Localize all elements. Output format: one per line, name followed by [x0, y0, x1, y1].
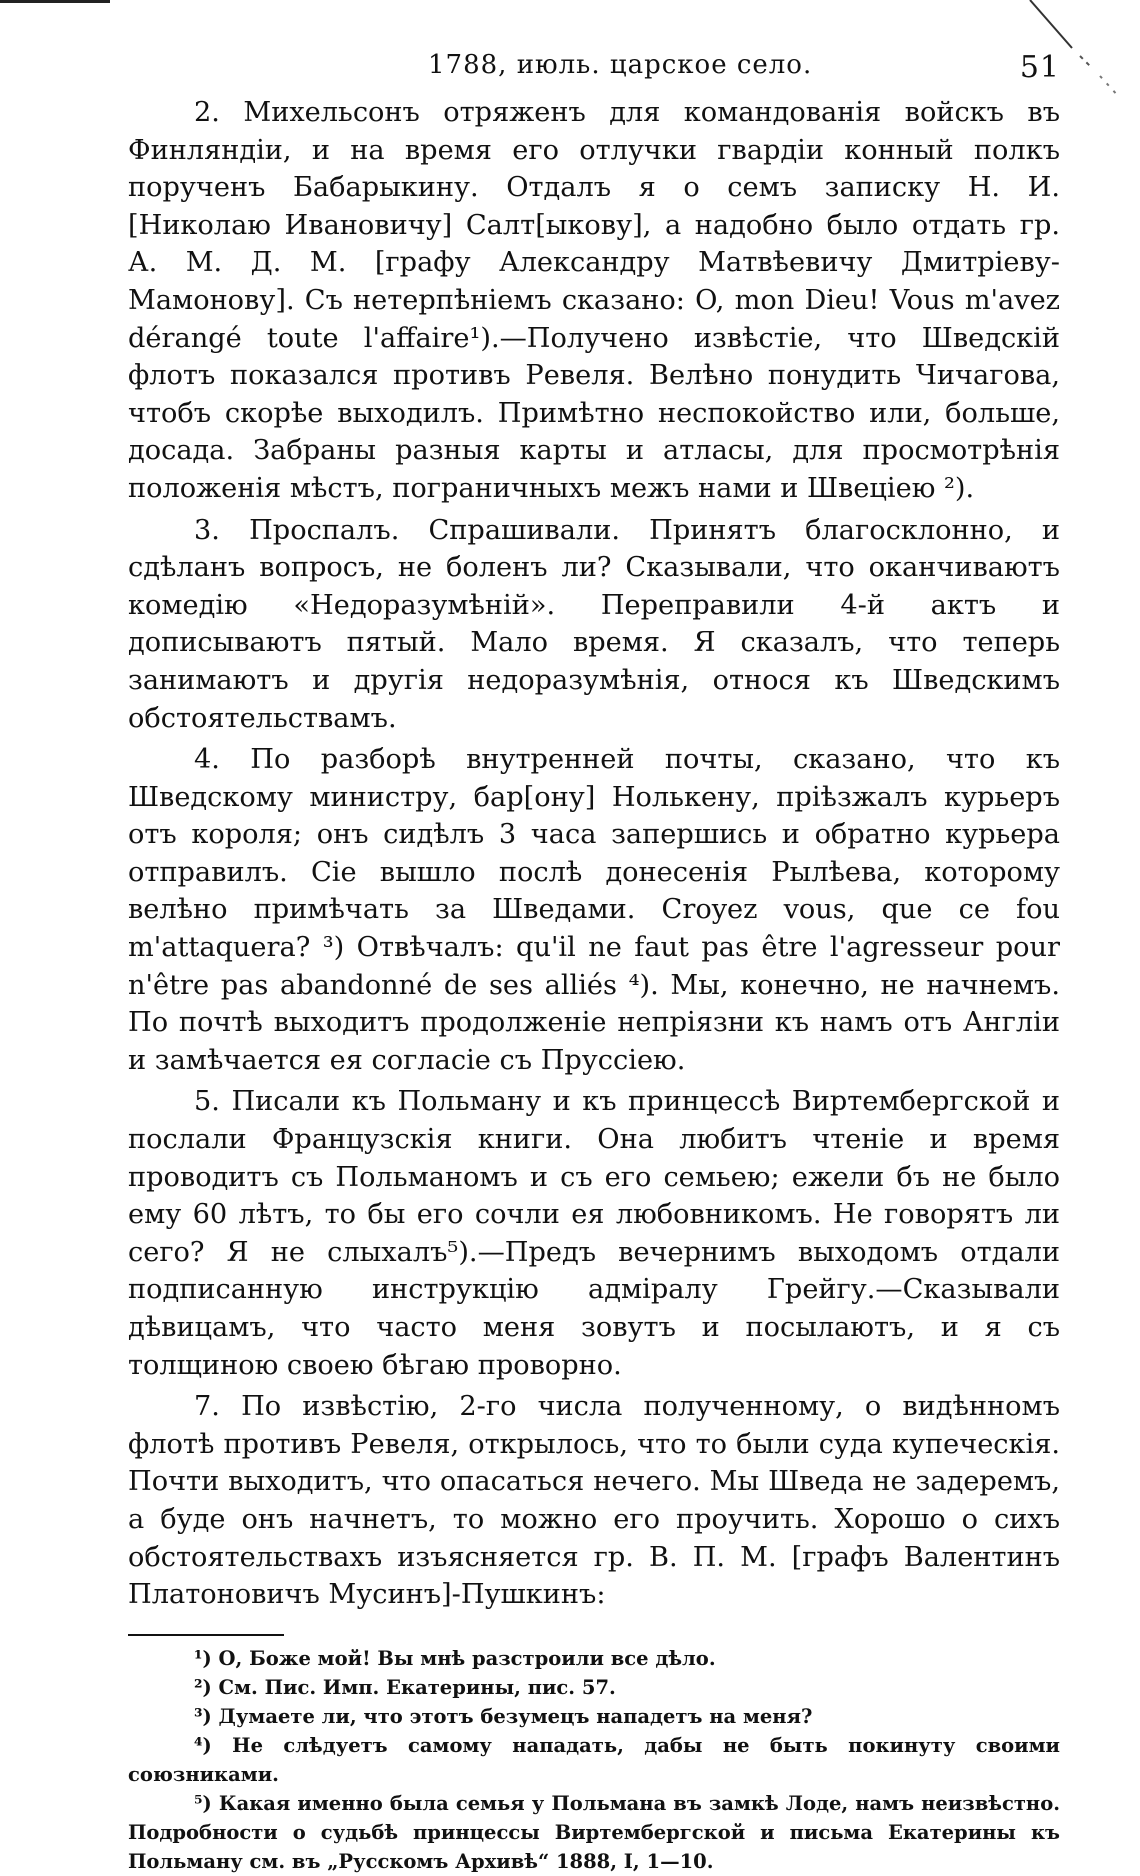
paragraph-entry-4: 4. По разборѣ внутренней почты, сказано, что къ Шведскому министру, бар[ону] Нолькену, пріѣзжалъ курьеръ отъ короля; онъ сидѣлъ 3 часа запершись и обратно курьера отправилъ. Сіе вышло послѣ донесенія Рылѣева, которому велѣно примѣчать за Шведами. Croyez vous, que ce fou m'attaquera? ³) Отвѣчалъ: qu'il ne faut pas être l'agresseur pour n'être pas abandonné de ses alliés ⁴). Мы, конечно, не начнемъ. По почтѣ выходитъ продолженіе непріязни къ намъ отъ Англіи и замѣчается ея согласіе съ Пруссіею. — [128, 744, 1060, 1076]
book-page — [128, 44, 1060, 1876]
running-head-title: 1788, июль. царское село. — [428, 50, 813, 80]
footnote-1: ¹) О, Боже мой! Вы мнѣ разстроили все дѣло. — [194, 1646, 716, 1670]
running-head — [128, 44, 1060, 88]
footnote-2: ²) См. Пис. Имп. Екатерины, пис. 57. — [194, 1675, 616, 1699]
footnote-rule — [128, 1634, 284, 1636]
paragraph-entry-7: 7. По извѣстію, 2-го числа полученному, о видѣнномъ флотѣ противъ Ревеля, открылось, что то были суда купеческія. Почти выходитъ, что опасаться нечего. Мы Шведа не задеремъ, а буде онъ начнетъ, то можно его проучить. Хорошо о сихъ обстоятельствахъ изъясняется гр. В. П. М. [графъ Валентинъ Платоновичъ Мусинъ]-Пушкинъ: — [128, 1391, 1060, 1611]
paragraph-entry-3: 3. Проспалъ. Спрашивали. Принятъ благосклонно, и сдѣланъ вопросъ, не боленъ ли? Сказывали, что оканчиваютъ комедію «Недоразумѣній». Переправили 4-й актъ и дописываютъ пятый. Мало время. Я сказалъ, что теперь занимаютъ и другія недоразумѣнія, относя къ Шведскимъ обстоятельствамъ. — [128, 514, 1060, 734]
body-text — [128, 94, 1060, 1614]
scan-edge-mark — [0, 0, 110, 3]
footnote-5: ⁵) Какая именно была семья у Польмана въ замкѣ Лоде, намъ неизвѣстно. Подробности о судьбѣ принцессы Виртембергской и письма Екатерины къ Польману см. въ „Русскомъ Архивѣ“ 1888, I, 1—10. — [128, 1791, 1060, 1873]
page-number: 51 — [1019, 50, 1060, 85]
paragraph-entry-5: 5. Писали къ Польману и къ принцессѣ Виртембергской и послали Французскія книги. Она любитъ чтеніе и время проводитъ съ Польманомъ и съ его семьею; ежели бъ не было ему 60 лѣтъ, то бы его сочли ея любовникомъ. Не говорятъ ли сего? Я не слыхалъ⁵).—Предъ вечернимъ выходомъ отдали подписанную инструкцію адміралу Грейгу.—Сказывали дѣвицамъ, что часто меня зовутъ и посылаютъ, и я съ толщиною своею бѣгаю проворно. — [128, 1086, 1060, 1381]
paragraph-entry-2: 2. Михельсонъ отряженъ для командованія войскъ въ Финляндіи, и на время его отлучки гвардіи конный полкъ порученъ Бабарыкину. Отдалъ я о семъ записку Н. И. [Николаю Ивановичу] Салт[ыкову], а надобно было отдать гр. А. М. Д. М. [графу Александру Матвѣевичу Дмитріеву-Мамонову]. Съ нетерпѣніемъ сказано: O, mon Dieu! Vous m'avez dérangé toute l'affaire¹).—Получено извѣстіе, что Шведскій флотъ показался противъ Ревеля. Велѣно понудить Чичагова, чтобъ скорѣе выходилъ. Примѣтно неспокойство или, больше, досада. Забраны разныя карты и атласы, для просмотрѣнія положенія мѣстъ, пограничныхъ межъ нами и Швеціею ²). — [128, 97, 1060, 504]
footnote-3: ³) Думаете ли, что этотъ безумецъ нападетъ на меня? — [194, 1704, 813, 1728]
footnote-4: ⁴) Не слѣдуетъ самому нападать, дабы не быть покинуту своими союзниками. — [128, 1733, 1060, 1786]
footnotes — [128, 1644, 1060, 1876]
